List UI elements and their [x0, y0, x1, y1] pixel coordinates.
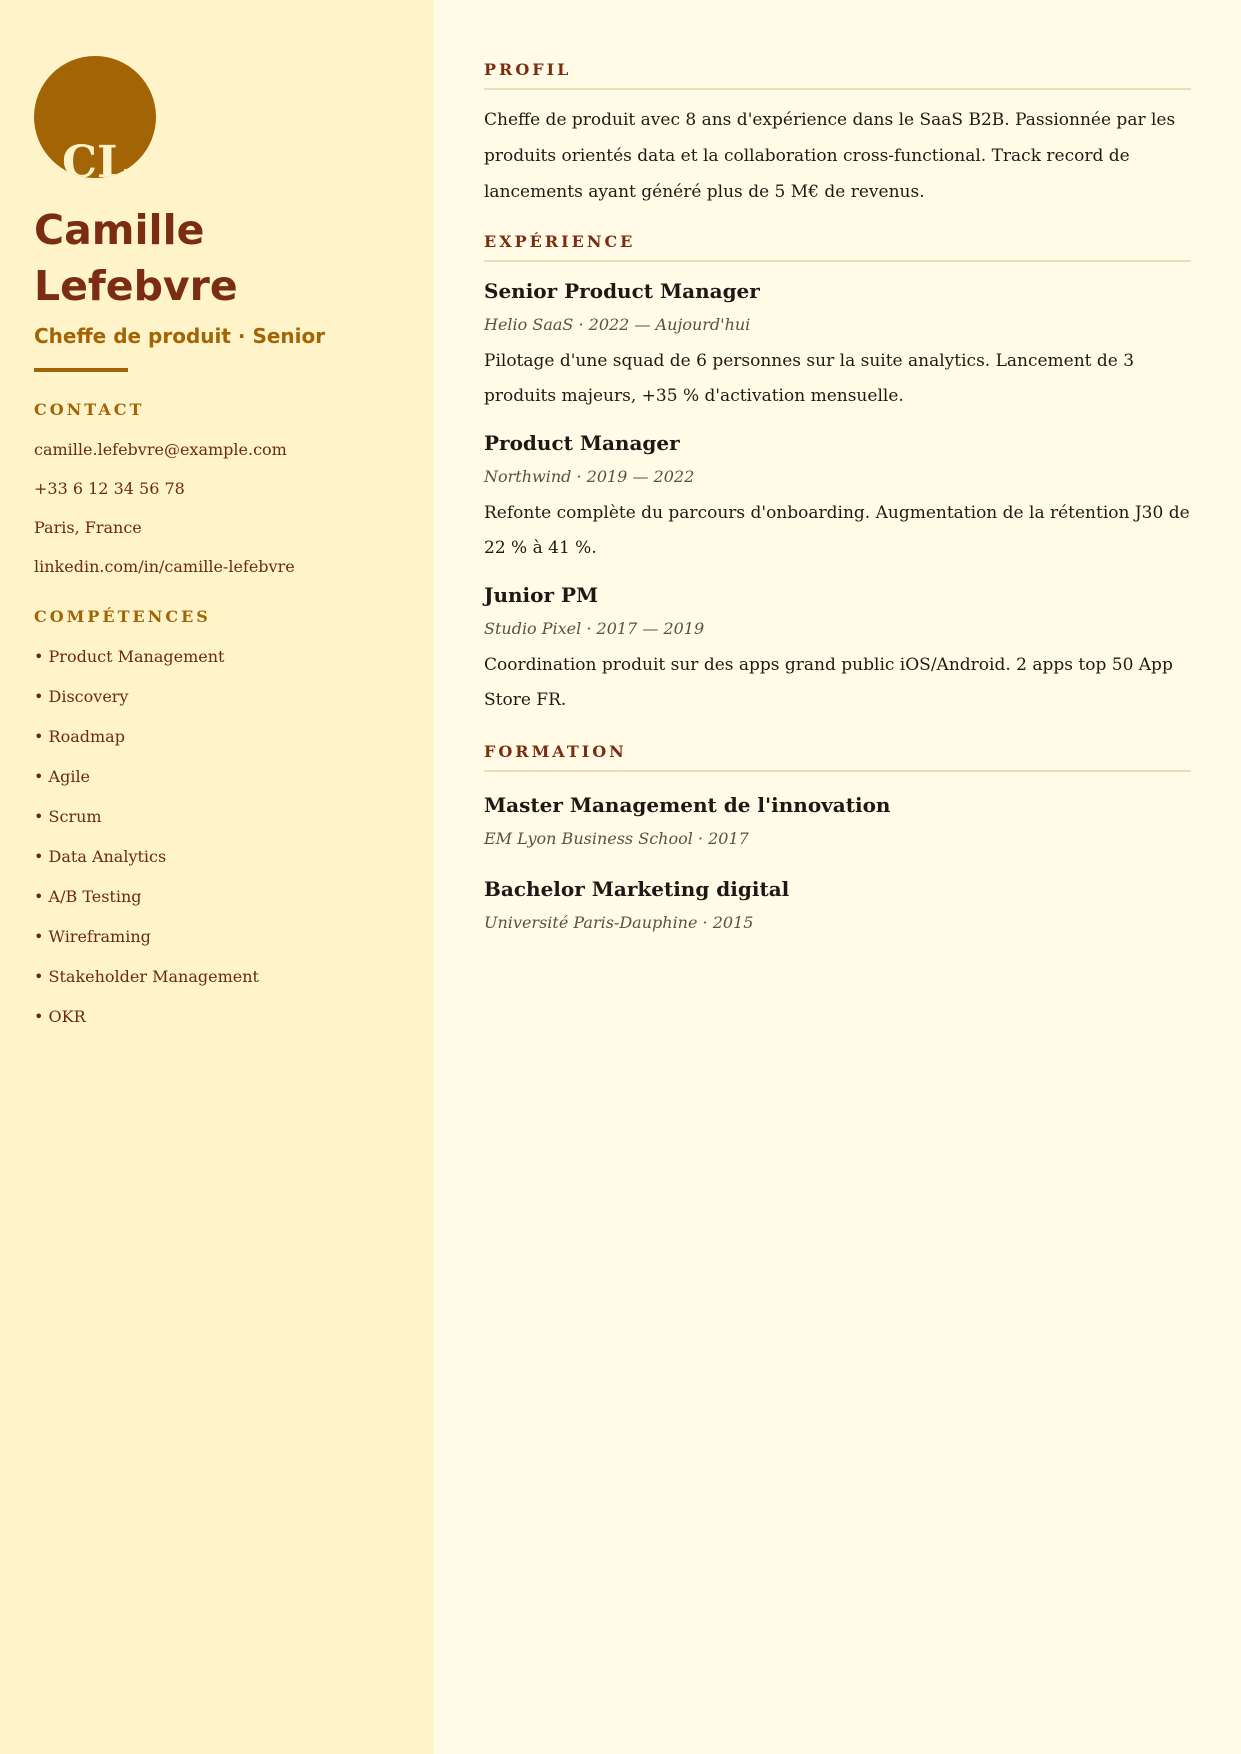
accent-divider: [34, 368, 128, 372]
skill-item: • Wireframing: [34, 927, 151, 946]
contact-linkedin[interactable]: linkedin.com/in/camille-lefebvre: [34, 557, 295, 576]
skill-item: • Data Analytics: [34, 847, 167, 866]
experience-entry: [484, 428, 1191, 566]
experience-description: Refonte complète du parcours d'onboarding. Augmentation de la rétention J30 de 22 % à 41 %.: [484, 503, 1190, 558]
education-heading: FORMATION: [484, 742, 1191, 772]
experience-description: Pilotage d'une squad de 6 personnes sur la suite analytics. Lancement de 3 produits majeurs, +35 % d'activation mensuelle.: [484, 351, 1135, 406]
sidebar: [0, 0, 434, 1754]
experience-title: Senior Product Manager: [484, 279, 760, 303]
avatar-initials: CL: [62, 137, 128, 178]
education-title: Master Management de l'innovation: [484, 793, 891, 817]
education-meta: Université Paris-Dauphine · 2015: [484, 913, 754, 932]
skill-item: • Product Management: [34, 647, 225, 666]
experience-description: Coordination produit sur des apps grand public iOS/Android. 2 apps top 50 App Store FR.: [484, 655, 1173, 710]
experience-meta: Studio Pixel · 2017 — 2019: [484, 619, 705, 638]
education-meta: EM Lyon Business School · 2017: [484, 829, 749, 848]
skill-item: • Scrum: [34, 807, 102, 826]
skill-item: • Roadmap: [34, 727, 125, 746]
skill-item: • Discovery: [34, 687, 129, 706]
skill-item: • OKR: [34, 1007, 86, 1026]
education-entry: [484, 790, 1191, 850]
experience-entry: [484, 276, 1191, 414]
candidate-name: [34, 202, 400, 314]
skill-item: • Agile: [34, 767, 91, 786]
experience-entry: [484, 580, 1191, 718]
contact-list: [34, 440, 400, 577]
experience-meta: Northwind · 2019 — 2022: [484, 467, 695, 486]
name-last: Lefebvre: [34, 262, 238, 310]
education-entry: [484, 874, 1191, 934]
avatar: [34, 56, 156, 178]
experience-heading: EXPÉRIENCE: [484, 232, 1191, 262]
contact-heading: CONTACT: [34, 400, 145, 419]
contact-location: Paris, France: [34, 518, 142, 537]
skill-item: • A/B Testing: [34, 887, 142, 906]
profile-heading: PROFIL: [484, 60, 1191, 90]
education-title: Bachelor Marketing digital: [484, 877, 790, 901]
experience-meta: Helio SaaS · 2022 — Aujourd'hui: [484, 315, 751, 334]
skill-item: • Stakeholder Management: [34, 967, 259, 986]
skills-list: [34, 647, 400, 1027]
main-content: [434, 0, 1241, 1754]
name-first: Camille: [34, 206, 205, 254]
experience-title: Product Manager: [484, 431, 680, 455]
contact-phone[interactable]: +33 6 12 34 56 78: [34, 479, 185, 498]
skills-heading: COMPÉTENCES: [34, 607, 211, 626]
job-role: Cheffe de produit · Senior: [34, 324, 326, 348]
experience-title: Junior PM: [484, 583, 599, 607]
profile-text: Cheffe de produit avec 8 ans d'expérience dans le SaaS B2B. Passionnée par les produits orientés data et la collaboration cross-functional. Track record de lancements ayant généré plus de 5 M€ de revenus.: [484, 110, 1176, 202]
contact-email[interactable]: camille.lefebvre@example.com: [34, 440, 287, 459]
